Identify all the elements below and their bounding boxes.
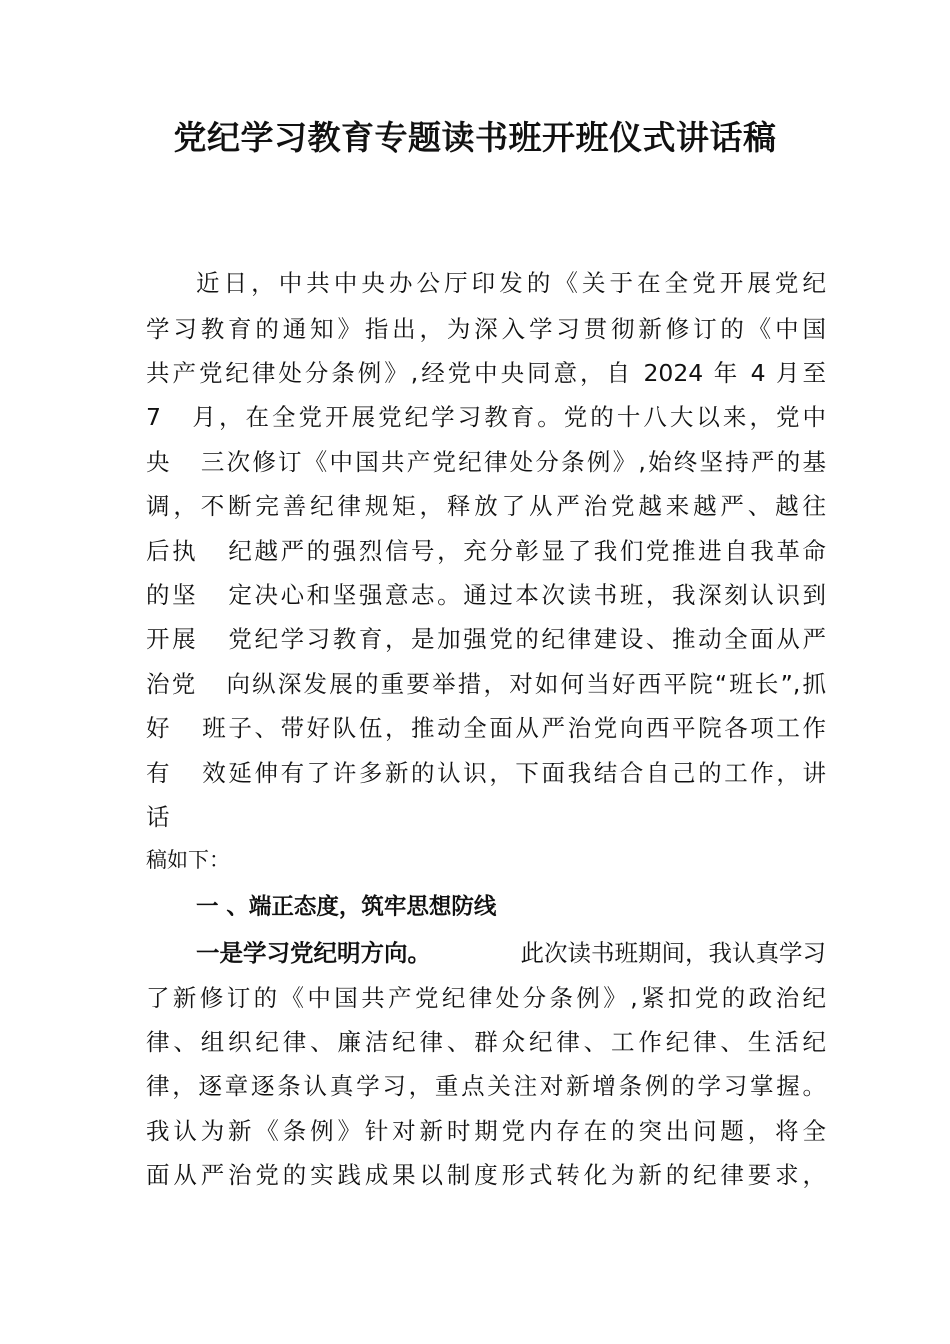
- section-heading: 一 、端正态度，筑牢思想防线: [196, 894, 497, 920]
- paragraph-line: 律、组织纪律、廉洁纪律、群众纪律、工作纪律、生活纪: [146, 1028, 826, 1056]
- document-title: 党纪学习教育专题读书班开班仪式讲话稿: [173, 118, 777, 157]
- paragraph-line: 后执 纪越严的强烈信号，充分彰显了我们党推进自我革命: [146, 537, 826, 565]
- point-first-line-rest: 此次读书班期间，我认真学习: [513, 939, 826, 967]
- paragraph-line: 调，不断完善纪律规矩，释放了从严治党越来越严、越往: [146, 492, 826, 520]
- paragraph-line: 了新修订的《中国共产党纪律处分条例》,紧扣党的政治纪: [146, 984, 826, 1012]
- paragraph-line: 央 三次修订《中国共产党纪律处分条例》,始终坚持严的基: [146, 448, 826, 476]
- paragraph-line: 开展 党纪学习教育，是加强党的纪律建设、推动全面从严: [146, 625, 826, 653]
- point-first-line: [196, 938, 826, 968]
- paragraph-line: 有 效延伸有了许多新的认识，下面我结合自己的工作，讲: [146, 759, 826, 787]
- point-lead: 一是学习党纪明方向。: [196, 939, 431, 967]
- paragraph-tail: 稿如下：: [146, 848, 230, 872]
- paragraph-line: 近日，中共中央办公厅印发的《关于在全党开展党纪: [196, 269, 826, 297]
- paragraph-line: 律，逐章逐条认真学习，重点关注对新增条例的学习掌握。: [146, 1072, 826, 1100]
- paragraph-line: 共产党纪律处分条例》,经党中央同意，自 2024 年 4 月至: [146, 359, 826, 387]
- paragraph-line: 治党 向纵深发展的重要举措，对如何当好西平院“班长”,抓: [146, 670, 826, 698]
- paragraph-line: 7 月，在全党开展党纪学习教育。党的十八大以来，党中: [146, 403, 826, 431]
- paragraph-line: 好 班子、带好队伍，推动全面从严治党向西平院各项工作: [146, 714, 826, 742]
- paragraph-line: 学习教育的通知》指出，为深入学习贯彻新修订的《中国: [146, 315, 826, 343]
- paragraph-line: 话: [146, 803, 170, 831]
- paragraph-line: 的坚 定决心和坚强意志。通过本次读书班，我深刻认识到: [146, 581, 826, 609]
- paragraph-line: 面从严治党的实践成果以制度形式转化为新的纪律要求，: [146, 1161, 826, 1189]
- paragraph-line: 我认为新《条例》针对新时期党内存在的突出问题，将全: [146, 1117, 826, 1145]
